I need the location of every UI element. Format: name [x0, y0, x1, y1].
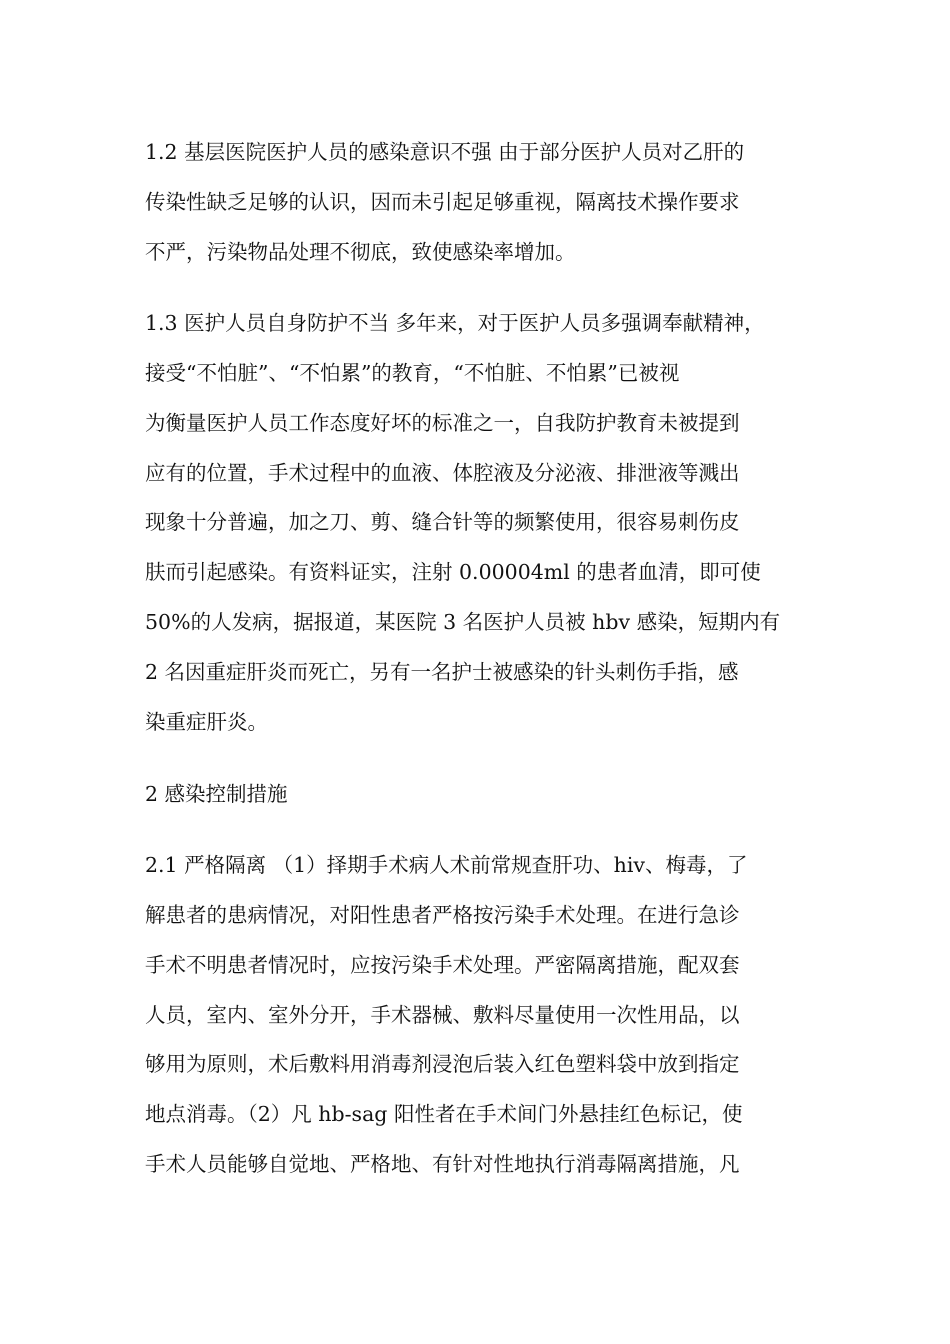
text-line: 手术人员能够自觉地、严格地、有针对性地执行消毒隔离措施，凡	[145, 1152, 740, 1176]
text-line: 1.2 基层医院医护人员的感染意识不强 由于部分医护人员对乙肝的	[145, 140, 745, 164]
text-line: 解患者的患病情况，对阳性患者严格按污染手术处理。在进行急诊	[145, 903, 740, 927]
text-line: 人员，室内、室外分开，手术器械、敷料尽量使用一次性用品，以	[145, 1003, 740, 1027]
text-line: 为衡量医护人员工作态度好坏的标准之一，自我防护教育未被提到	[145, 411, 740, 435]
text-line: 接受“不怕脏”、“不怕累”的教育，“不怕脏、不怕累”已被视	[145, 361, 680, 385]
text-line: 肤而引起感染。有资料证实，注射 0.00004ml 的患者血清，即可使	[145, 560, 761, 584]
text-line: 应有的位置，手术过程中的血液、体腔液及分泌液、排泄液等溅出	[145, 461, 740, 485]
text-line: 传染性缺乏足够的认识，因而未引起足够重视，隔离技术操作要求	[145, 190, 740, 214]
text-line: 手术不明患者情况时，应按污染手术处理。严密隔离措施，配双套	[145, 953, 740, 977]
text-line: 50%的人发病，据报道，某医院 3 名医护人员被 hbv 感染，短期内有	[145, 610, 781, 634]
text-line: 现象十分普遍，加之刀、剪、缝合针等的频繁使用，很容易刺伤皮	[145, 510, 740, 534]
text-line: 染重症肝炎。	[145, 710, 268, 734]
text-line: 够用为原则，术后敷料用消毒剂浸泡后装入红色塑料袋中放到指定	[145, 1052, 740, 1076]
section-heading: 2 感染控制措施	[145, 782, 288, 806]
text-line: 2.1 严格隔离 （1）择期手术病人术前常规查肝功、hiv、梅毒，了	[145, 853, 748, 877]
text-line: 2 名因重症肝炎而死亡，另有一名护士被感染的针头刺伤手指，感	[145, 660, 739, 684]
text-line: 地点消毒。（2）凡 hb-sag 阳性者在手术间门外悬挂红色标记，使	[145, 1102, 743, 1126]
text-line: 1.3 医护人员自身防护不当 多年来，对于医护人员多强调奉献精神，	[145, 311, 765, 335]
text-line: 不严，污染物品处理不彻底，致使感染率增加。	[145, 240, 576, 264]
